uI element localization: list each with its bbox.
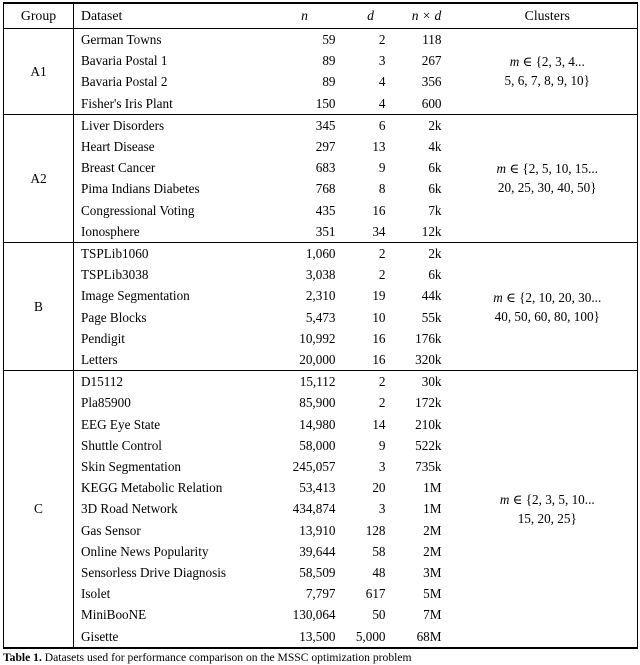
dataset-n-times-d-cell: 6k [428,160,442,176]
dataset-d-cell: 9 [378,160,386,176]
dataset-n-times-d-cell: 6k [428,267,442,283]
dataset-n-times-d-cell: 172k [415,395,442,411]
dataset-n-times-d-cell: 2M [423,522,442,538]
dataset-n-cell: 89 [322,74,336,90]
dataset-name-cell: Page Blocks [81,309,147,325]
clusters-line: m ∈ {2, 3, 5, 10... [499,492,595,508]
dataset-n-cell: 53,413 [299,480,336,496]
dataset-n-cell: 15,112 [299,374,336,390]
dataset-n-times-d-cell: 55k [421,309,442,325]
dataset-n-times-d-cell: 4k [428,139,442,155]
dataset-n-times-d-cell: 1M [423,501,442,517]
caption-text: Datasets used for performance comparison on the MSSC optimization problem [44,651,412,664]
dataset-n-times-d-cell: 7M [423,607,442,623]
clusters-line: 20, 25, 30, 40, 50} [497,180,597,196]
dataset-n-cell: 1,060 [305,246,336,262]
dataset-n-cell: 3,038 [305,267,336,283]
dataset-d-cell: 58 [372,543,386,559]
group-label-a2: A2 [4,114,74,242]
dataset-d-cell: 20 [372,480,386,496]
dataset-name-cell: Image Segmentation [81,288,190,304]
dataset-n-cell: 683 [315,160,336,176]
column-header-d-label: d [367,8,374,23]
dataset-d-cell: 3 [378,501,386,517]
header-row [4,3,638,29]
clusters-line: m ∈ {2, 10, 20, 30... [493,289,602,305]
dataset-name-cell: KEGG Metabolic Relation [81,480,223,496]
dataset-table [3,2,638,649]
dataset-n-cell: 768 [315,181,336,197]
dataset-n-cell: 58,509 [299,565,336,581]
table-row [4,114,638,136]
dataset-d-cell: 3 [378,53,386,69]
column-header-n [264,3,346,29]
dataset-name-cell: 3D Road Network [81,501,178,517]
dataset-n-times-d-cell: 5M [423,586,442,602]
dataset-n-cell: 85,900 [299,395,336,411]
dataset-d-cell: 4 [378,74,386,90]
dataset-n-times-d-cell: 2k [428,117,442,133]
dataset-n-cell: 89 [322,53,336,69]
dataset-name-cell: Gisette [74,626,264,648]
dataset-name-cell: Breast Cancer [81,160,156,176]
dataset-d-cell: 16 [372,330,386,346]
dataset-n-cell: 130,064 [292,607,336,623]
column-header-group: Group [4,3,74,29]
dataset-n-cell: 13,910 [299,522,336,538]
dataset-n-times-d-cell: 30k [421,374,442,390]
dataset-n-times-d-cell: 356 [421,74,442,90]
dataset-d-cell: 19 [372,288,386,304]
dataset-d-cell: 2 [378,374,386,390]
column-header-n-label: n [301,8,308,23]
dataset-d-cell: 6 [378,117,386,133]
dataset-n-cell: 59 [322,32,336,47]
dataset-n-cell: 150 [264,93,346,115]
dataset-d-cell: 4 [346,93,396,115]
dataset-n-times-d-cell: 2M [423,543,442,559]
table-body [4,29,638,648]
column-header-dataset: Dataset [74,3,264,29]
cluster-variable-m: m [496,161,507,177]
dataset-n-cell: 434,874 [292,501,336,517]
dataset-name-cell: Pima Indians Diabetes [81,181,200,197]
dataset-n-times-d-cell: 735k [415,459,442,475]
dataset-name-cell: Skin Segmentation [81,459,182,475]
dataset-n-times-d-cell: 522k [415,437,442,453]
dataset-n-times-d-cell: 12k [396,221,458,243]
dataset-name-cell: Congressional Voting [81,202,195,218]
dataset-name-cell: Bavaria Postal 2 [81,74,168,90]
dataset-name-cell: Gas Sensor [81,522,141,538]
group-label-b: B [4,243,74,371]
dataset-name-cell: D15112 [81,374,124,390]
dataset-n-cell: 351 [264,221,346,243]
dataset-n-cell: 58,000 [299,437,336,453]
dataset-n-times-d-cell: 68M [396,626,458,648]
dataset-name-cell: TSPLib3038 [81,267,149,283]
cluster-variable-m: m [493,289,503,305]
dataset-n-cell: 7,797 [305,586,336,602]
dataset-n-cell: 297 [315,139,336,155]
dataset-name-cell: Liver Disorders [81,117,165,133]
dataset-n-times-d-cell: 600 [396,93,458,115]
dataset-n-cell: 2,310 [305,288,336,304]
dataset-d-cell: 34 [346,221,396,243]
dataset-n-cell: 13,500 [264,626,346,648]
dataset-table-container [3,2,637,649]
dataset-name-cell: Ionosphere [74,221,264,243]
dataset-d-cell: 5,000 [346,626,396,648]
dataset-n-cell: 10,992 [299,330,336,346]
caption-label: Table 1. [3,651,42,664]
dataset-name-cell: Letters [74,349,264,371]
clusters-cell-b [458,243,638,371]
table-header [4,3,638,29]
clusters-cell-a2 [458,114,638,242]
column-header-d [346,3,396,29]
figure-caption [3,651,637,665]
dataset-d-cell: 617 [365,586,386,602]
dataset-n-cell: 20,000 [264,349,346,371]
dataset-name-cell: Heart Disease [81,139,155,155]
dataset-n-times-d-cell: 267 [421,53,442,69]
dataset-n-times-d-cell: 44k [421,288,442,304]
dataset-n-times-d-cell: 118 [422,32,442,47]
clusters-line: m ∈ {2, 3, 4... [509,54,585,70]
dataset-name-cell: Online News Popularity [81,543,209,559]
dataset-name-cell: Bavaria Postal 1 [81,53,168,69]
column-header-n-times-d-label: n × d [411,8,442,23]
dataset-n-times-d-cell: 7k [428,202,442,218]
dataset-n-cell: 14,980 [299,416,336,432]
dataset-n-cell: 345 [315,117,336,133]
dataset-n-cell: 435 [315,202,336,218]
clusters-line: 5, 6, 7, 8, 9, 10} [504,73,590,89]
group-label-c: C [4,371,74,648]
table-row [4,371,638,393]
dataset-n-times-d-cell: 6k [428,181,442,197]
column-header-clusters: Clusters [458,3,638,29]
clusters-line: m ∈ {2, 5, 10, 15... [496,161,598,177]
dataset-d-cell: 3 [378,459,386,475]
table-row [4,243,638,265]
dataset-d-cell: 2 [378,246,386,262]
clusters-line: 15, 20, 25} [517,511,577,527]
dataset-n-times-d-cell: 1M [423,480,442,496]
dataset-d-cell: 2 [378,32,386,47]
dataset-n-times-d-cell: 320k [396,349,458,371]
group-label-a1: A1 [4,29,74,115]
dataset-d-cell: 13 [372,139,386,155]
clusters-line: 40, 50, 60, 80, 100} [494,308,600,324]
dataset-name-cell: MiniBooNE [81,607,147,623]
dataset-d-cell: 16 [346,349,396,371]
dataset-n-times-d-cell: 210k [415,416,442,432]
cluster-variable-m: m [499,492,510,508]
dataset-d-cell: 16 [372,202,386,218]
dataset-name-cell: Fisher's Iris Plant [74,93,264,115]
clusters-cell-c [458,371,638,648]
dataset-n-cell: 245,057 [292,459,336,475]
dataset-name-cell: German Towns [81,32,162,47]
dataset-d-cell: 10 [372,309,386,325]
dataset-d-cell: 2 [378,267,386,283]
dataset-n-times-d-cell: 3M [423,565,442,581]
dataset-d-cell: 48 [372,565,386,581]
dataset-d-cell: 2 [378,395,386,411]
dataset-n-times-d-cell: 2k [428,246,442,262]
cluster-variable-m: m [509,54,520,70]
dataset-n-cell: 5,473 [305,309,336,325]
dataset-name-cell: Sensorless Drive Diagnosis [81,565,227,581]
dataset-name-cell: Shuttle Control [81,437,162,453]
dataset-d-cell: 128 [365,522,386,538]
dataset-n-cell: 39,644 [299,543,336,559]
dataset-d-cell: 50 [372,607,386,623]
dataset-d-cell: 9 [378,437,386,453]
dataset-d-cell: 8 [378,181,386,197]
dataset-n-times-d-cell: 176k [415,330,442,346]
dataset-name-cell: TSPLib1060 [81,246,149,262]
dataset-name-cell: Pendigit [81,330,125,346]
column-header-n-times-d [396,3,458,29]
dataset-d-cell: 14 [372,416,386,432]
dataset-name-cell: Pla85900 [81,395,131,411]
clusters-cell-a1 [458,29,638,115]
dataset-name-cell: EEG Eye State [81,416,161,432]
dataset-name-cell: Isolet [81,586,111,602]
table-row [4,29,638,51]
